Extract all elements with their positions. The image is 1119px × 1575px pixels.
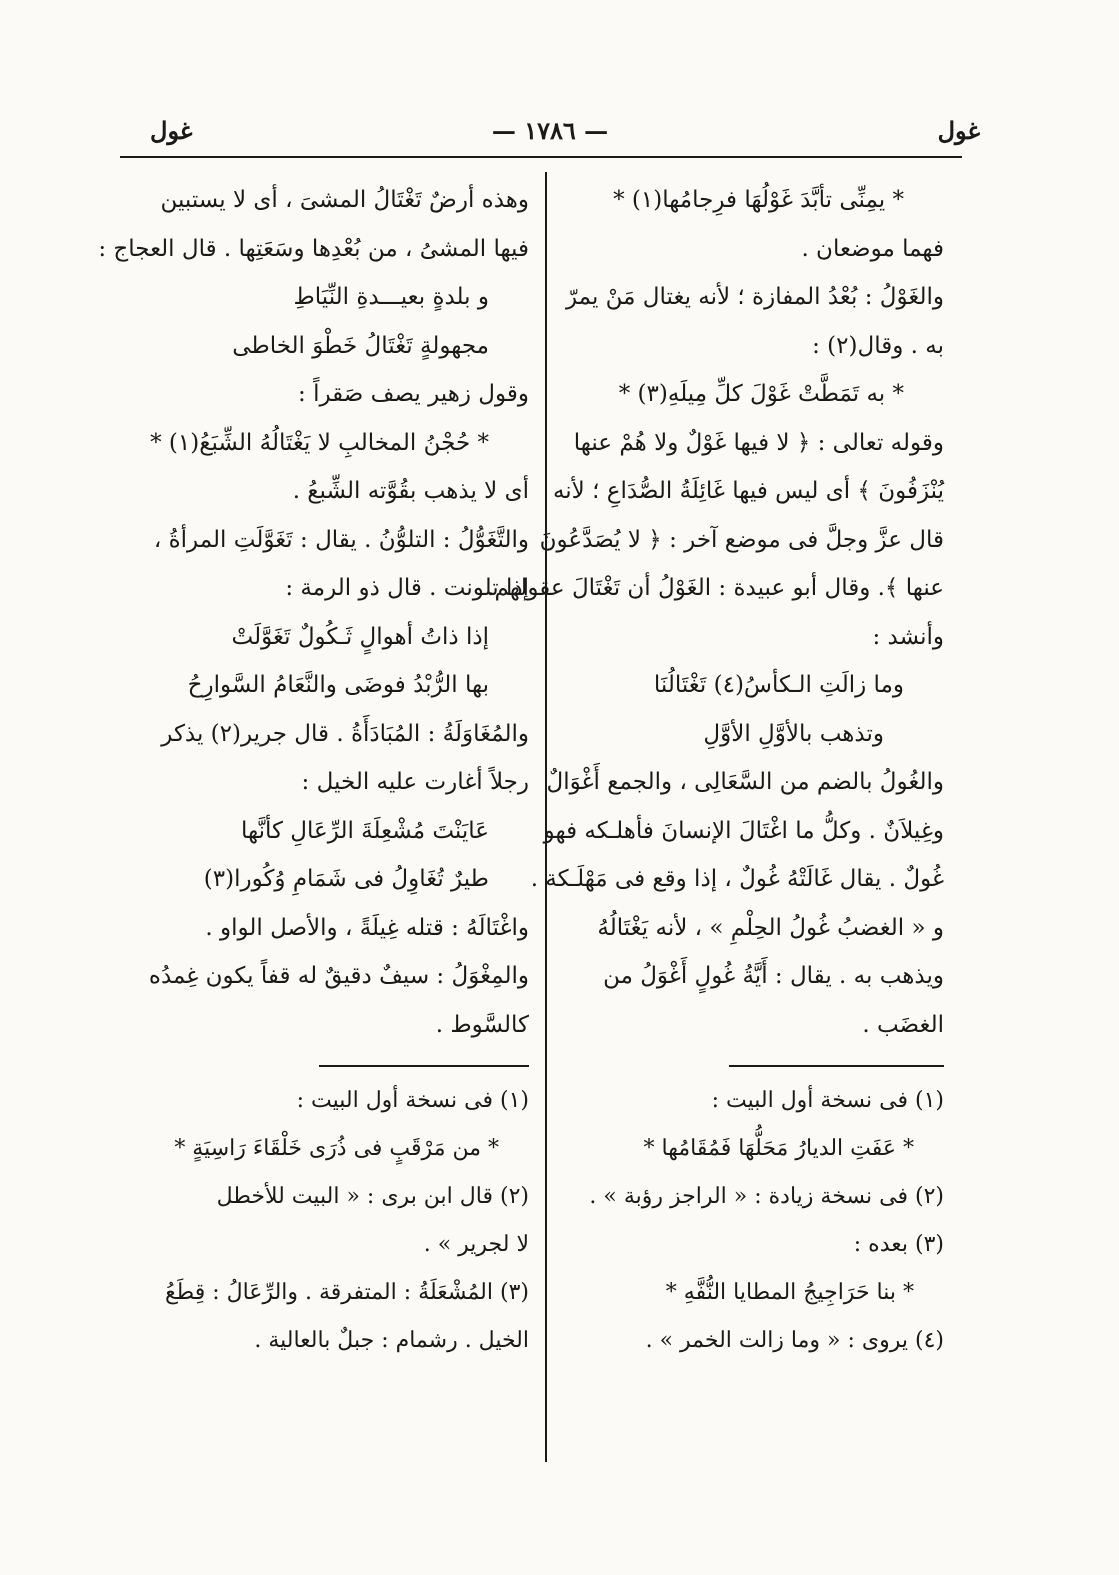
text-line: به . وقال(٢) : bbox=[812, 332, 944, 359]
footnote-rule bbox=[319, 1065, 529, 1067]
text-line: وما زالَتِ الـكأسُ(٤) تَغْتَالُنَا bbox=[653, 672, 904, 698]
footnote-line: (٣) بعده : bbox=[853, 1232, 944, 1257]
text-line: طيرٌ تُغَاوِلُ فى شَمَامِ وُكُورا(٣) bbox=[203, 866, 489, 892]
text-line: أى لا يذهب بقُوَّته الشِّبعُ . bbox=[292, 478, 529, 504]
text-line: بها الرُّبْدُ فوضَى والنَّعَامُ السَّوارِحُ bbox=[187, 672, 489, 698]
text-line: فهما موضعان . bbox=[801, 235, 944, 262]
footnote-line: * عَفَتِ الديارُ مَحَلُّهَا فَمُقَامُها * bbox=[643, 1136, 914, 1161]
page-number: — ١٧٨٦ — bbox=[491, 116, 609, 145]
text-line: والمِغْوَلُ : سيفٌ دقيقٌ له قفاً يكون غِمدُه bbox=[148, 963, 529, 989]
text-line: وتذهب بالأوَّلِ الأوَّلِ bbox=[703, 720, 884, 747]
footnote-line: لا لجرير » . bbox=[423, 1232, 529, 1257]
text-line: عَايَنْتَ مُشْعِلَةَ الرِّعَالِ كأنَّها bbox=[241, 817, 489, 844]
header-entry-word-left: غول bbox=[150, 116, 193, 145]
text-line: ويذهب به . يقال : أَيَّةُ غُولٍ أَغْوَلُ من bbox=[603, 963, 944, 989]
text-line: والغَوْلُ : بُعْدُ المفازة ؛ لأنه يغتال مَنْ يمرّ bbox=[565, 284, 944, 310]
text-line: * حُجْنُ المخالبِ لا يَغْتَالُهُ الشِّبَعُ(١) * bbox=[150, 429, 489, 456]
footnote-line: الخيل . رشمام : جبلٌ بالعالية . bbox=[254, 1328, 529, 1353]
footnote-line: (٣) المُشْعَلَةُ : المتفرقة . والرِّعَالُ : قِطَعُ bbox=[164, 1280, 529, 1305]
left-column bbox=[98, 176, 529, 1365]
text-line: و « الغضبُ غُولُ الحِلْمِ » ، لأنه يَغْتَالُهُ bbox=[597, 914, 944, 941]
text-line: يُنْزَفُونَ ﴾ أى ليس فيها غَائِلَةُ الصُّدَاعِ ؛ لأنه bbox=[552, 478, 944, 504]
footnote-line: (٤) يروى : « وما زالت الخمر » . bbox=[645, 1328, 944, 1353]
text-line: * يمِنِّى تأبَّدَ غَوْلُهَا فرِجامُها(١) * bbox=[613, 187, 904, 213]
text-line: إذا تلونت . قال ذو الرمة : bbox=[285, 575, 529, 601]
text-line: والغُولُ بالضم من السَّعَالِى ، والجمع أَغْوَالٌ bbox=[546, 769, 944, 795]
text-line: عنها ﴾. وقال أبو عبيدة : الغَوْلُ أن تَغْتَالَ عقولهم. bbox=[487, 575, 944, 601]
text-line: وقول زهير يصف صَقراً : bbox=[298, 381, 529, 407]
text-line: وغِيلاَنٌ . وكلُّ ما اغْتَالَ الإنسانَ فأهلـكه فهو bbox=[543, 817, 944, 844]
footnote-line: (٢) فى نسخة زيادة : « الراجز رؤبة » . bbox=[589, 1184, 944, 1209]
text-line: إذا ذاتُ أهوالٍ ثَـكُولٌ تَغَوَّلَتْ bbox=[231, 623, 489, 650]
text-line: وقوله تعالى : ﴿ لا فيها غَوْلٌ ولا هُمْ عنها bbox=[573, 429, 944, 456]
text-line: * به تَمَطَّتْ غَوْلَ كلِّ مِيلَهِ(٣) * bbox=[618, 381, 904, 407]
text-line: قال عزَّ وجلَّ فى موضع آخر : ﴿ لا يُصَدَّعُونَ bbox=[539, 526, 944, 553]
text-line: وأنشد : bbox=[872, 623, 944, 650]
footnote-line: * بنا حَرَاجِيجُ المطايا النُّفَّهِ * bbox=[665, 1280, 914, 1305]
text-line: فيها المشىُ ، من بُعْدِها وسَعَتِها . قال العجاج : bbox=[98, 235, 529, 262]
text-line: مجهولةٍ تَغْتَالُ خَطْوَ الخاطى bbox=[232, 332, 489, 359]
text-line: غُولٌ . يقال غَالَتْهُ غُولٌ ، إذا وقع فى مَهْلَـكة . bbox=[530, 866, 944, 892]
text-line: والتَّغَوُّلُ : التلوُّنُ . يقال : تَغَوَّلَتِ المرأةُ ، bbox=[153, 526, 529, 553]
footnote-line: (١) فى نسخة أول البيت : bbox=[296, 1088, 529, 1113]
right-column bbox=[487, 176, 944, 1365]
text-line: وهذه أرضٌ تَغْتَالُ المشىَ ، أى لا يستبين bbox=[160, 187, 529, 213]
page-header bbox=[120, 116, 980, 156]
text-line: واغْتَالَهُ : قتله غِيلَةً ، والأصل الواو . bbox=[205, 914, 529, 941]
footnote-line: (٢) قال ابن برى : « البيت للأخطل bbox=[216, 1184, 529, 1209]
header-entry-word-right: غول bbox=[937, 116, 980, 145]
text-line: الغضَب . bbox=[862, 1011, 944, 1038]
text-line: كالسَّوط . bbox=[435, 1011, 529, 1038]
header-rule bbox=[120, 156, 962, 158]
footnote-line: (١) فى نسخة أول البيت : bbox=[711, 1088, 944, 1113]
text-line: و بلدةٍ بعيـــدةِ النِّيَاطِ bbox=[293, 284, 489, 310]
text-line: والمُغَاوَلَةُ : المُبَادَأَةُ . قال جرير(٢) يذكر bbox=[161, 720, 529, 747]
text-line: رجلاً أغارت عليه الخيل : bbox=[301, 769, 529, 795]
footnote-rule bbox=[729, 1065, 944, 1067]
footnote-line: * من مَرْقَبٍ فى ذُرَى خَلْقَاءَ رَاسِيَةٍ * bbox=[174, 1136, 499, 1161]
